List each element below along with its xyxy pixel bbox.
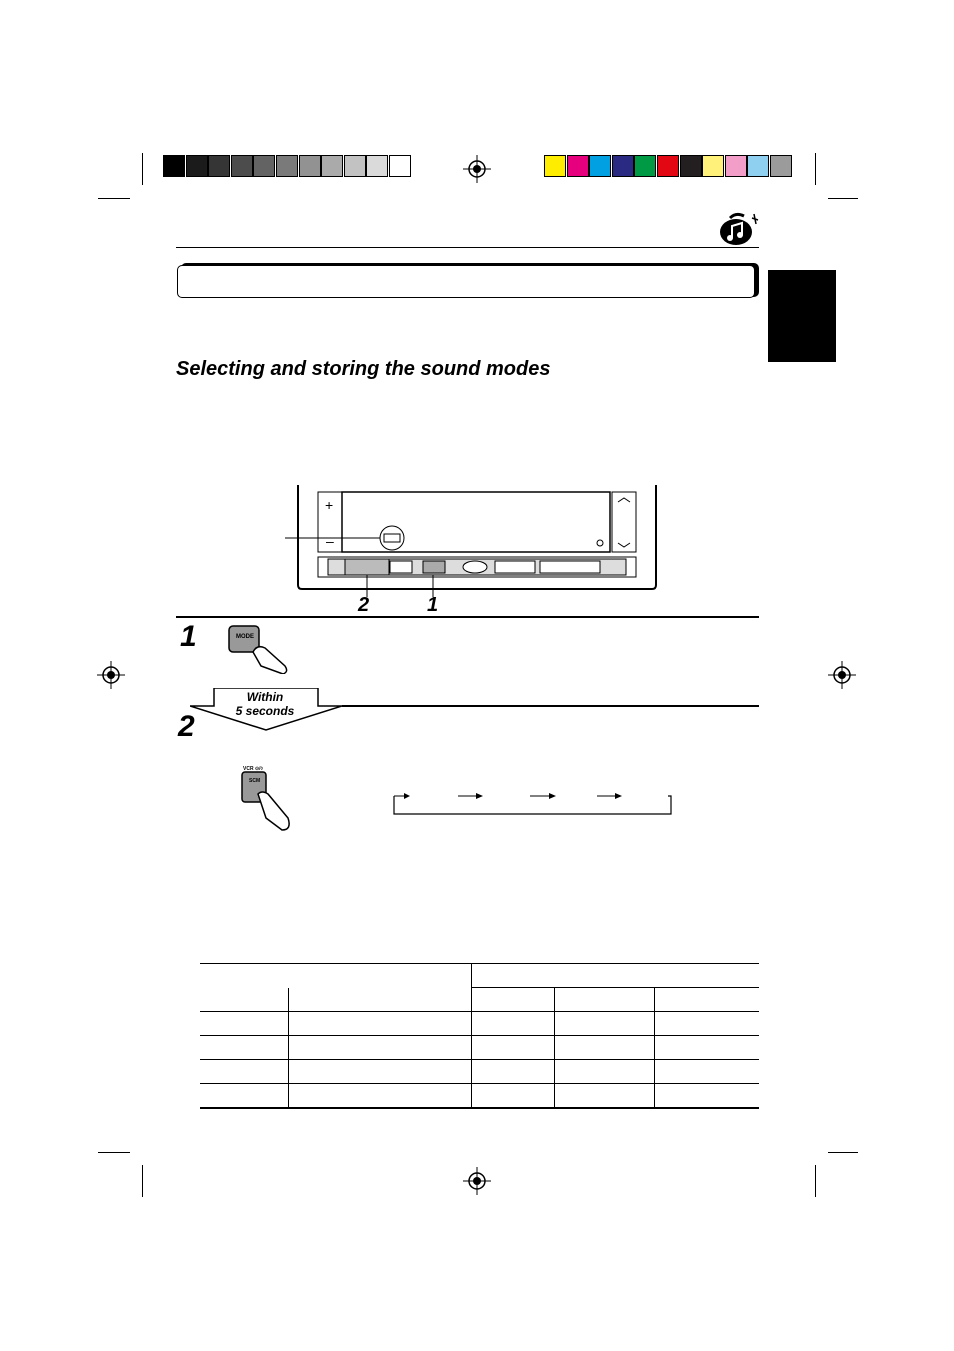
section-heading: Selecting and storing the sound modes xyxy=(176,358,551,380)
color-swatch xyxy=(589,155,611,177)
crop-mark xyxy=(98,1152,130,1153)
gray-swatch xyxy=(163,155,185,177)
table-row xyxy=(200,1012,759,1036)
crop-mark xyxy=(815,1165,816,1197)
table-row xyxy=(200,1036,759,1060)
gray-swatch xyxy=(253,155,275,177)
table-row xyxy=(200,1060,759,1084)
within-line1: Within xyxy=(246,690,284,704)
sound-note-icon xyxy=(718,210,760,246)
color-swatch xyxy=(567,155,589,177)
crop-mark xyxy=(815,153,816,185)
scm-button-press-icon[interactable] xyxy=(236,764,300,834)
color-swatch xyxy=(725,155,747,177)
table-row xyxy=(200,964,759,988)
color-swatch xyxy=(747,155,769,177)
scm-button-label: SCM xyxy=(249,778,261,784)
gray-swatch xyxy=(231,155,253,177)
scm-top-label: VCR ⊙/◊ xyxy=(243,766,263,772)
registration-target-icon xyxy=(828,661,856,689)
color-swatch xyxy=(634,155,656,177)
within-badge xyxy=(210,688,320,728)
color-swatch xyxy=(702,155,724,177)
within-line2: 5 seconds xyxy=(235,704,295,718)
color-swatch xyxy=(680,155,702,177)
step-rule xyxy=(342,705,759,707)
plus-label: + xyxy=(325,497,334,513)
color-swatch xyxy=(612,155,634,177)
header-rule xyxy=(176,247,759,248)
step-number: 2 xyxy=(178,710,195,743)
mode-cycle-diagram xyxy=(390,788,676,818)
gray-swatch xyxy=(299,155,321,177)
registration-target-icon xyxy=(97,661,125,689)
gray-swatch xyxy=(321,155,343,177)
gray-swatch xyxy=(186,155,208,177)
table-row xyxy=(200,988,759,1012)
crop-mark xyxy=(98,198,130,199)
callout-2: 2 xyxy=(358,594,370,616)
minus-label: – xyxy=(326,533,334,549)
registration-target-icon xyxy=(463,1167,491,1195)
step-number: 1 xyxy=(180,620,197,653)
sound-mode-table xyxy=(200,963,759,1109)
crop-mark xyxy=(828,1152,858,1153)
mode-button-label: MODE xyxy=(236,634,254,640)
color-swatch xyxy=(770,155,792,177)
registration-target-icon xyxy=(463,155,491,183)
crop-mark xyxy=(142,1165,143,1197)
language-tab xyxy=(768,270,836,362)
table-row xyxy=(200,1084,759,1109)
callout-1: 1 xyxy=(427,594,439,616)
gray-swatch xyxy=(366,155,388,177)
color-swatch xyxy=(544,155,566,177)
mode-button-press-icon[interactable] xyxy=(223,622,295,674)
step-rule xyxy=(176,616,759,618)
control-panel-illustration xyxy=(285,485,660,610)
crop-mark xyxy=(828,198,858,199)
gray-swatch xyxy=(276,155,298,177)
gray-swatch xyxy=(344,155,366,177)
gray-swatch xyxy=(389,155,411,177)
crop-mark xyxy=(142,153,143,185)
title-bar xyxy=(177,265,755,298)
color-swatch xyxy=(657,155,679,177)
gray-swatch xyxy=(208,155,230,177)
